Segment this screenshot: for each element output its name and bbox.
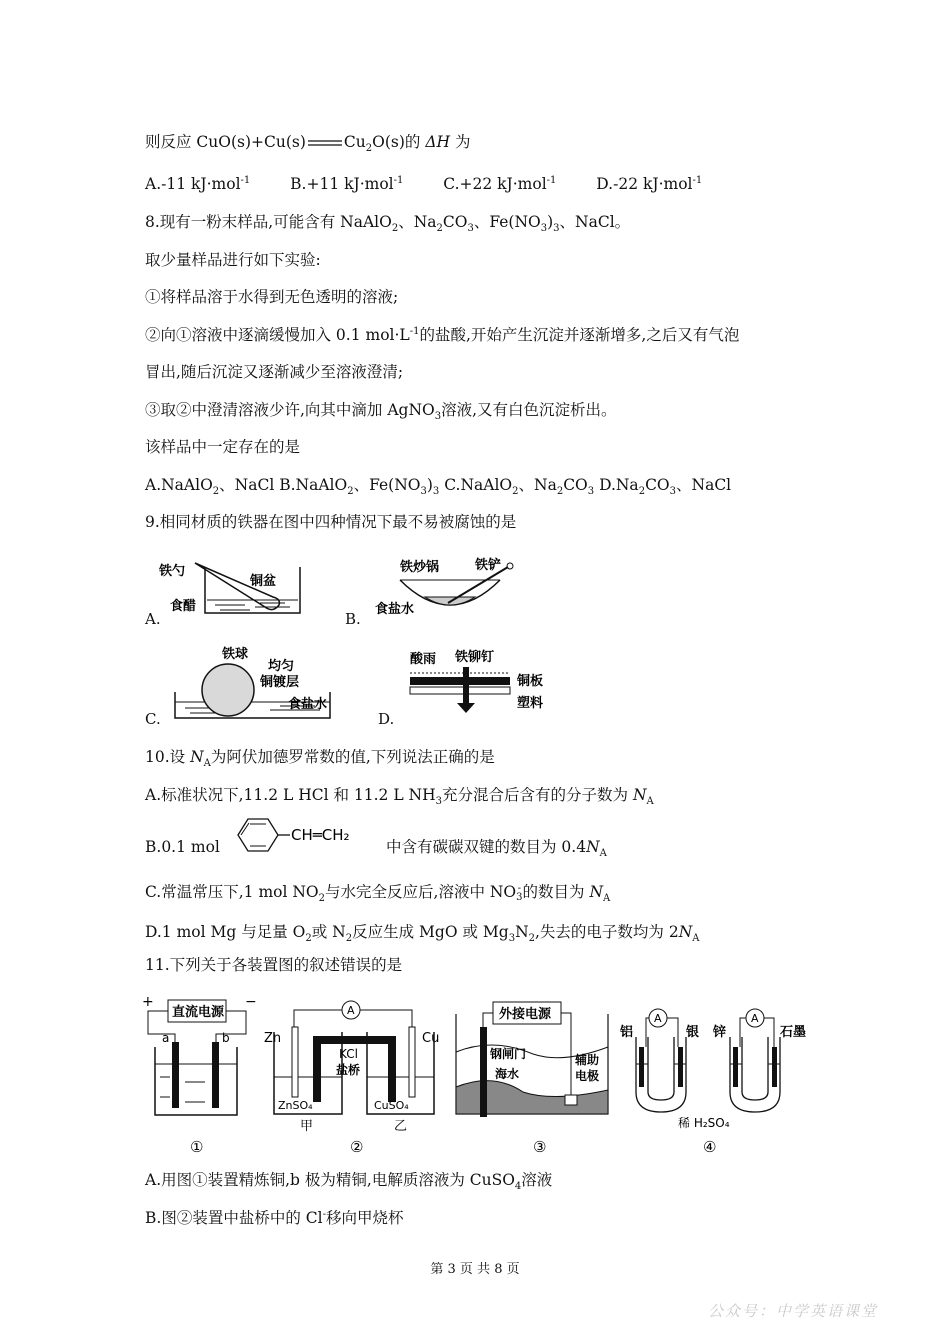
styrene-vinyl-label: CH═CH₂ — [291, 826, 350, 844]
q8-option-c[interactable]: C.NaAlO$_2$、$Na_2CO_3$ — [439, 476, 595, 498]
fig4-ammeter2-label: A — [751, 1012, 759, 1025]
watermark: 公众号：中学英语课堂 — [708, 1302, 879, 1320]
q9-option-a[interactable]: A. — [145, 610, 161, 628]
q11-option-b[interactable]: B.图②装置中盐桥中的 Cl-移向甲烧杯 — [145, 1208, 404, 1227]
fig-b-brine-label: 食盐水 — [375, 602, 415, 617]
fig-d-rivet — [405, 645, 575, 715]
fig-d-rivet-label: 铁铆钉 — [455, 650, 495, 665]
q8-intro: 取少量样品进行如下实验: — [145, 251, 321, 269]
fig-b-wok — [370, 555, 530, 620]
q10-option-c[interactable]: C.常温常压下,1 mol $NO_2$与水完全反应后,溶液中 NO- 3的数目为 $N_A$ — [145, 883, 611, 905]
page-footer: 第 3 页 共 8 页 — [430, 1262, 520, 1277]
fig3-gate-label: 钢闸门 — [490, 1047, 527, 1061]
fig2-ammeter-label: A — [347, 1004, 355, 1017]
fig1-plus-label: + — [142, 994, 154, 1010]
fig4-al-label: 铝 — [620, 1025, 634, 1040]
fig-c-brine-label: 食盐水 — [288, 697, 328, 712]
fig-11-1-electrolysis — [140, 992, 260, 1157]
fig4-acid-label: 稀 H₂SO₄ — [678, 1116, 730, 1130]
q8-step2-cont: 冒出,随后沉淀又逐渐减少至溶液澄清; — [145, 363, 404, 381]
q7-options — [145, 174, 702, 194]
equals-sign-icon — [306, 138, 344, 148]
q9-stem: 9.相同材质的铁器在图中四种情况下最不易被腐蚀的是 — [145, 513, 517, 531]
q8-option-d[interactable]: $D.Na_2CO_3$、NaCl — [594, 476, 732, 498]
fig1-power-label: 直流电源 — [172, 1005, 225, 1020]
q8-question: 该样品中一定存在的是 — [145, 438, 301, 456]
fig4-ammeter1-label: A — [654, 1012, 662, 1025]
q9-option-c[interactable]: C. — [145, 710, 161, 728]
fig2-jia-label: 甲 — [300, 1119, 314, 1134]
fig4-zn-label: 锌 — [713, 1025, 727, 1040]
fig3-aux1-label: 辅助 — [575, 1053, 600, 1067]
styrene-structure-icon — [228, 815, 378, 857]
fig-a-spoon-in-basin — [155, 555, 315, 620]
q9-option-b[interactable]: B. — [345, 610, 361, 628]
q7-option-c[interactable]: C.+22 kJ·mol$^{-1}$ — [443, 174, 557, 193]
q10-option-b-tail: 中含有碳碳双键的数目为 $0.4N_A$ — [386, 838, 607, 860]
fig4-number: ④ — [703, 1138, 717, 1156]
fig-c-ball-label: 铁球 — [222, 647, 249, 662]
fig2-kcl-label: KCl — [339, 1047, 358, 1061]
fig2-yi-label: 乙 — [394, 1119, 408, 1134]
q10-option-d[interactable]: D.1 mol Mg 与足量 $O_2$或 $N_2$反应生成 MgO 或 $Mg_3N_2$,失去的电子数均为 $2N_A$ — [145, 923, 700, 945]
fig-c-even-label: 均匀 — [268, 659, 295, 674]
q8-stem: 8.现有一粉末样品,可能含有 NaAlO$_2$、$Na_2CO_3$、$Fe(NO_3)_3$、NaCl。 — [145, 213, 631, 235]
fig2-znso4-label: ZnSO₄ — [278, 1099, 313, 1112]
q8-option-b[interactable]: B.NaAlO$_2$、$Fe(NO_3)_3$ — [274, 476, 440, 498]
fig2-zn-label: Zn — [264, 1031, 282, 1046]
fig3-number: ③ — [533, 1138, 547, 1156]
q11-stem: 11.下列关于各装置图的叙述错误的是 — [145, 956, 403, 974]
q8-options — [145, 475, 732, 498]
fig2-cu-label: Cu — [422, 1031, 440, 1046]
fig-c-ball — [170, 640, 360, 725]
fig2-bridge-label: 盐桥 — [336, 1063, 361, 1077]
q7-option-d[interactable]: D.-22 kJ·mol$^{-1}$ — [596, 174, 703, 193]
fig4-ag-label: 银 — [686, 1025, 700, 1040]
fig3-aux2-label: 电极 — [575, 1069, 600, 1083]
fig-11-3-cathodic-protection — [453, 992, 613, 1157]
fig-a-basin-label: 铜盆 — [250, 574, 277, 589]
fig4-graphite-label: 石墨 — [780, 1025, 807, 1040]
q10-stem: 10.设 $N_A$为阿伏加德罗常数的值,下列说法正确的是 — [145, 748, 495, 770]
q10-option-b[interactable]: B.0.1 mol — [145, 838, 220, 856]
fig-11-4-u-tubes — [618, 992, 818, 1157]
fig2-cuso4-label: CuSO₄ — [374, 1099, 409, 1112]
fig-d-plastic-label: 塑料 — [517, 696, 544, 711]
fig-d-plate-label: 铜板 — [517, 674, 544, 689]
fig1-minus-label: − — [245, 994, 257, 1010]
fig-b-shovel-label: 铁铲 — [475, 558, 502, 573]
fig1-a-label: a — [162, 1031, 170, 1045]
q10-option-a[interactable]: A.标准状况下,11.2 L HCl 和 11.2 L $NH_3$充分混合后含有的分子数为 $N_A$ — [145, 786, 654, 808]
fig3-power-label: 外接电源 — [499, 1007, 552, 1022]
fig2-number: ② — [350, 1138, 364, 1156]
fig-d-rain-label: 酸雨 — [410, 652, 437, 667]
q7-option-a[interactable]: A.-11 kJ·mol$^{-1}$ — [145, 174, 251, 193]
fig-b-wok-label: 铁炒锅 — [400, 560, 440, 575]
q11-option-a[interactable]: A.用图①装置精炼铜,b 极为精铜,电解质溶液为 CuSO$_4$溶液 — [145, 1171, 553, 1193]
fig1-number: ① — [190, 1138, 204, 1156]
q7-stem: 则反应 CuO(s)+Cu(s) $Cu_2O(s)$的 ΔH 为 — [145, 133, 471, 155]
fig-11-2-galvanic-cell — [262, 992, 447, 1157]
fig-a-spoon-label: 铁勺 — [159, 564, 186, 579]
q7-option-b[interactable]: B.+11 kJ·mol$^{-1}$ — [290, 174, 404, 193]
fig-c-plating-label: 铜镀层 — [260, 675, 300, 690]
q8-step2: ②向①溶液中逐滴缓慢加入 0.1 $mol\cdot L^{-1}$的盐酸,开始产生沉淀并逐渐增多,之后又有气泡 — [145, 325, 740, 344]
fig-a-vinegar-label: 食醋 — [170, 599, 197, 614]
q8-step1: ①将样品溶于水得到无色透明的溶液; — [145, 288, 399, 306]
q8-option-a[interactable]: A.NaAlO$_2$、NaCl — [145, 476, 275, 498]
q9-option-d[interactable]: D. — [378, 710, 395, 728]
q8-step3: ③取②中澄清溶液少许,向其中滴加 AgNO$_3$溶液,又有白色沉淀析出。 — [145, 401, 617, 423]
fig1-b-label: b — [222, 1031, 230, 1045]
fig3-sea-label: 海水 — [495, 1067, 520, 1081]
